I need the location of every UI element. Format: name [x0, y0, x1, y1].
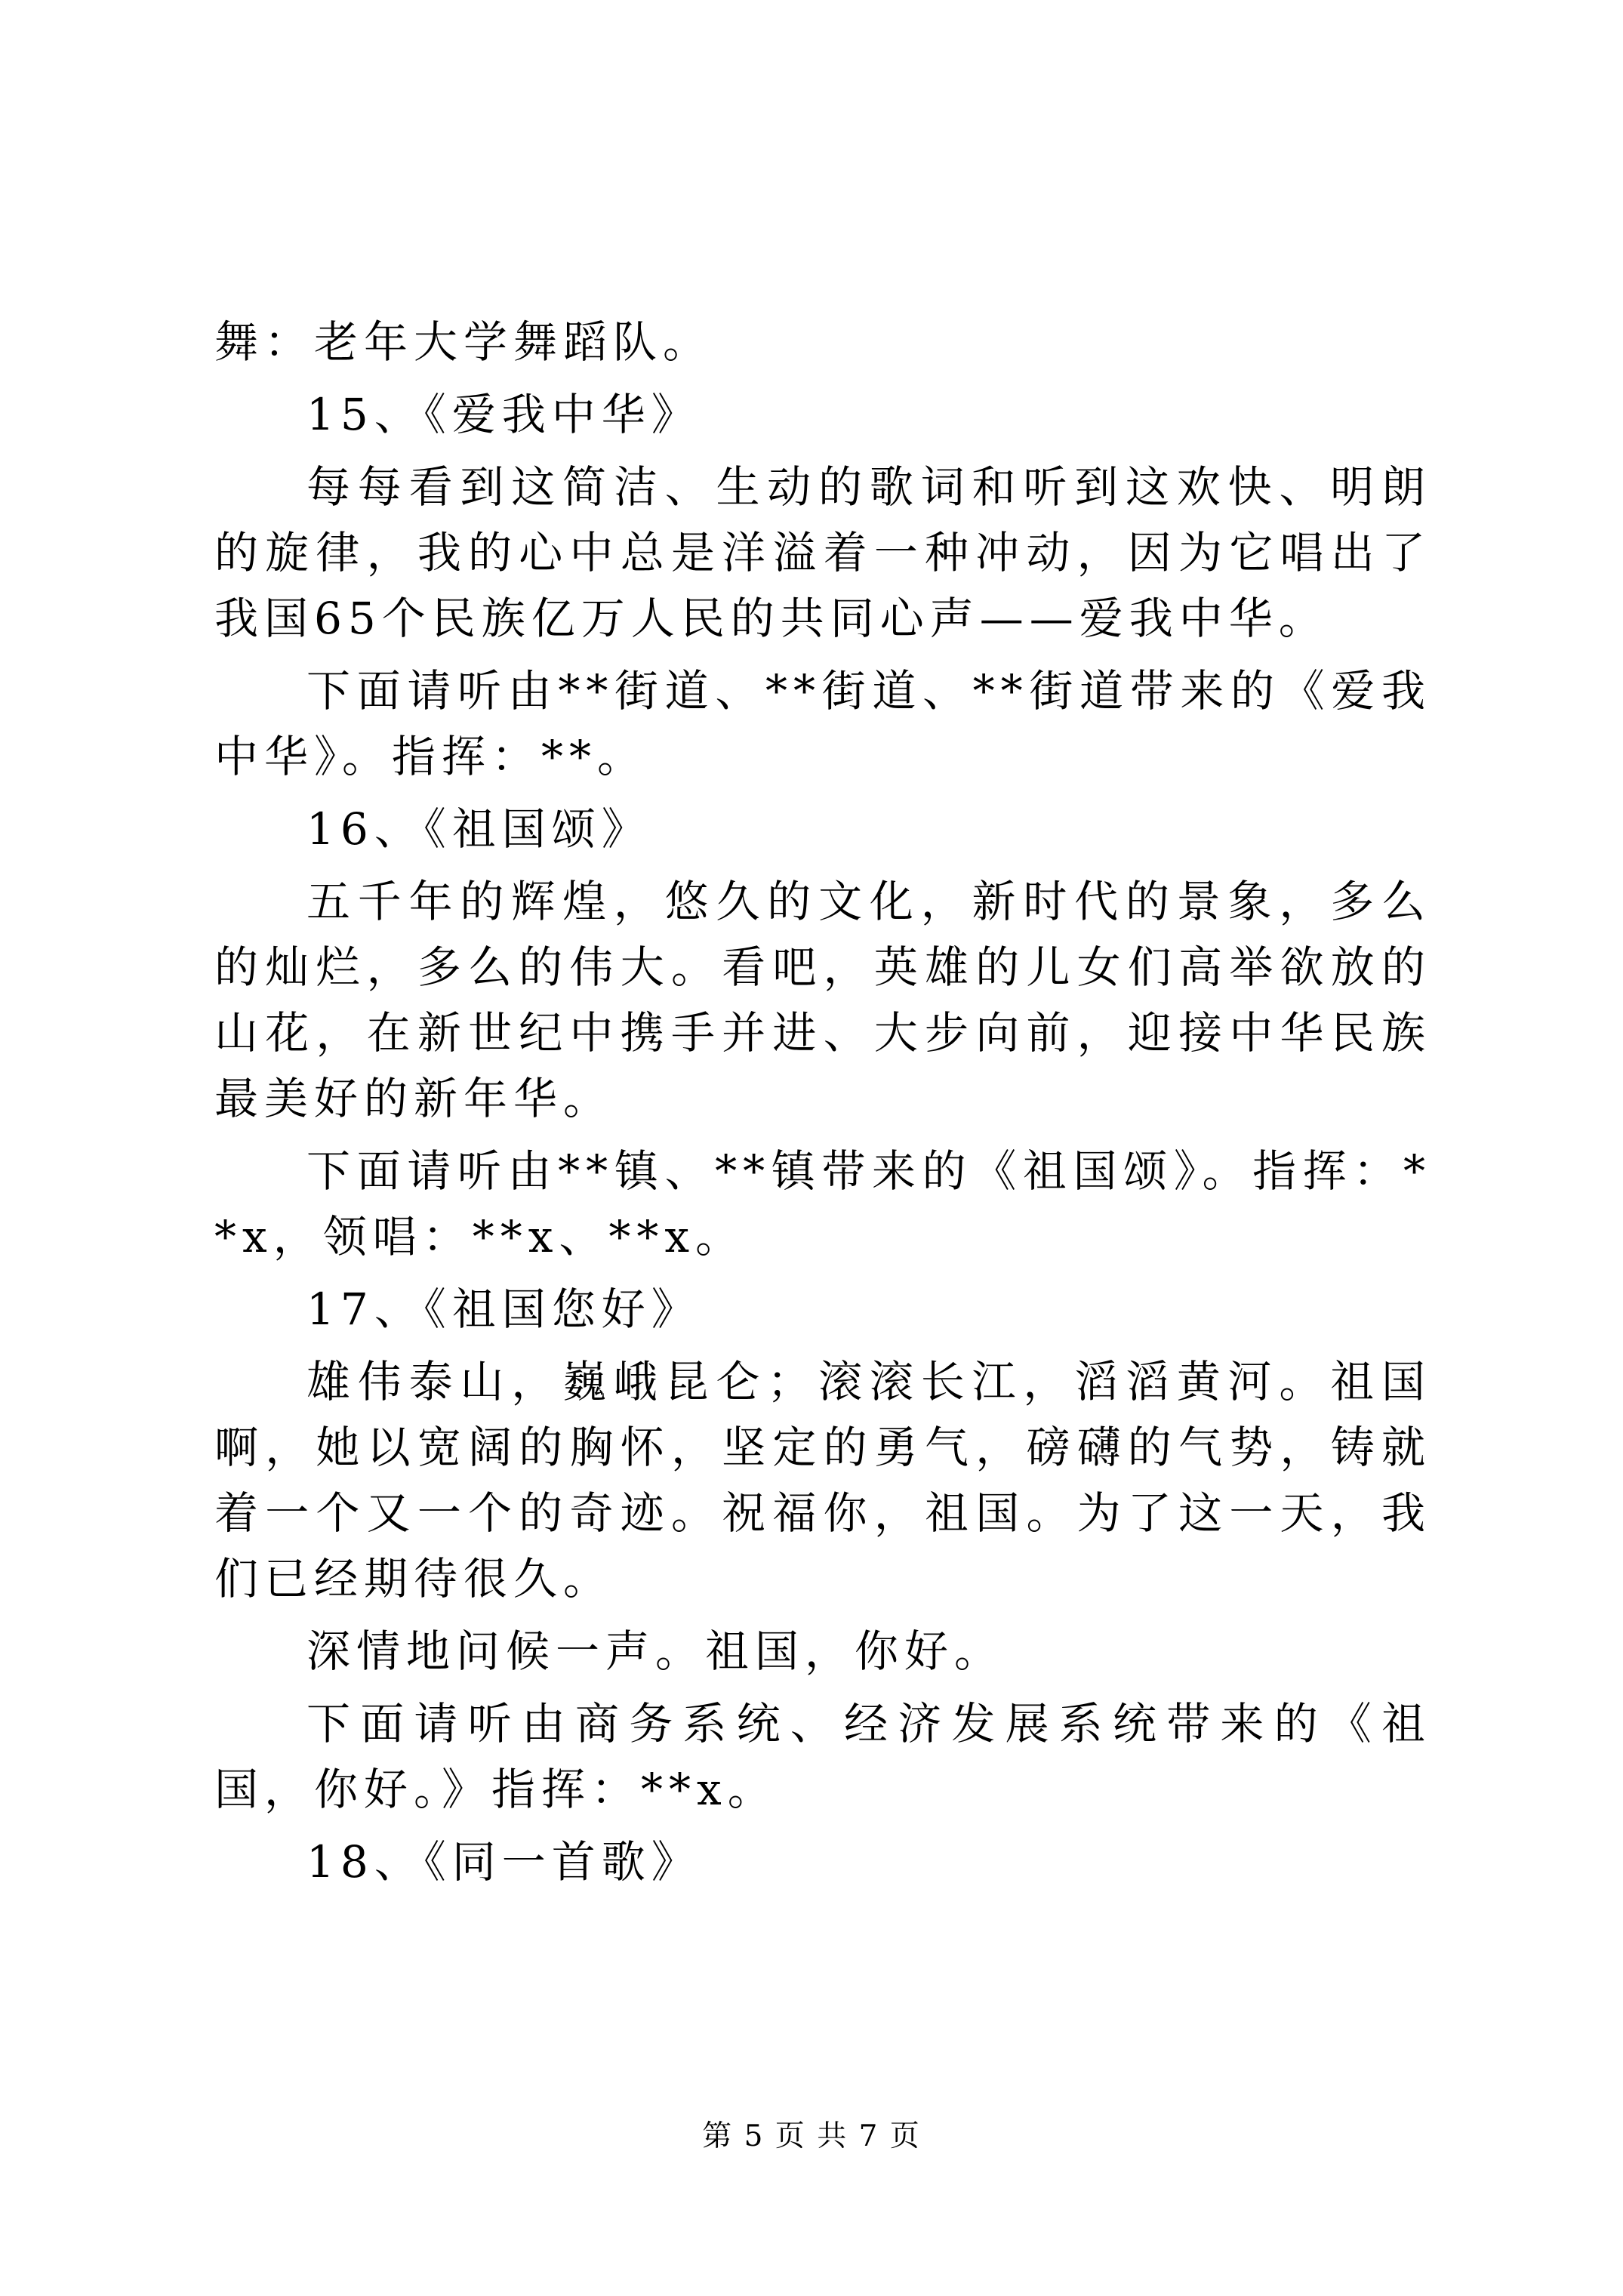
page-footer: 第 5 页 共 7 页 [702, 2119, 921, 2153]
document-body [214, 310, 1431, 1902]
section-heading-17: 17、《祖国您好》 [306, 1284, 701, 1335]
paragraph-1: 舞：老年大学舞蹈队。 [214, 316, 713, 368]
paragraph-4: 下面请听由**街道、**街道、**街道带来的《爱我中华》。指挥：**。 [214, 665, 1431, 782]
paragraph-3: 每每看到这简洁、生动的歌词和听到这欢快、明朗的旋律，我的心中总是洋溢着一种冲动，因为它唱出了我国65个民族亿万人民的共同心声——爱我中华。 [214, 461, 1431, 644]
paragraph-10: 深情地问候一声。祖国，你好。 [306, 1626, 1005, 1677]
paragraph-6: 五千年的辉煌，悠久的文化，新时代的景象，多么的灿烂，多么的伟大。看吧，英雄的儿女们高举欲放的山花，在新世纪中携手并进、大步向前，迎接中华民族最美好的新年华。 [214, 876, 1431, 1124]
paragraph-9: 雄伟泰山，巍峨昆仑；滚滚长江，滔滔黄河。祖国啊，她以宽阔的胸怀，坚定的勇气，磅礴的气势，铸就着一个又一个的奇迹。祝福你，祖国。为了这一天，我们已经期待很久。 [214, 1356, 1431, 1604]
paragraph-11: 下面请听由商务系统、经济发展系统带来的《祖国，你好。》指挥：**x。 [214, 1698, 1431, 1815]
section-heading-16: 16、《祖国颂》 [306, 803, 651, 855]
section-heading-15: 15、《爱我中华》 [306, 389, 701, 440]
paragraph-7: 下面请听由**镇、**镇带来的《祖国颂》。指挥：**x，领唱：**x、**x。 [214, 1145, 1431, 1262]
section-heading-18: 18、《同一首歌》 [306, 1836, 701, 1888]
